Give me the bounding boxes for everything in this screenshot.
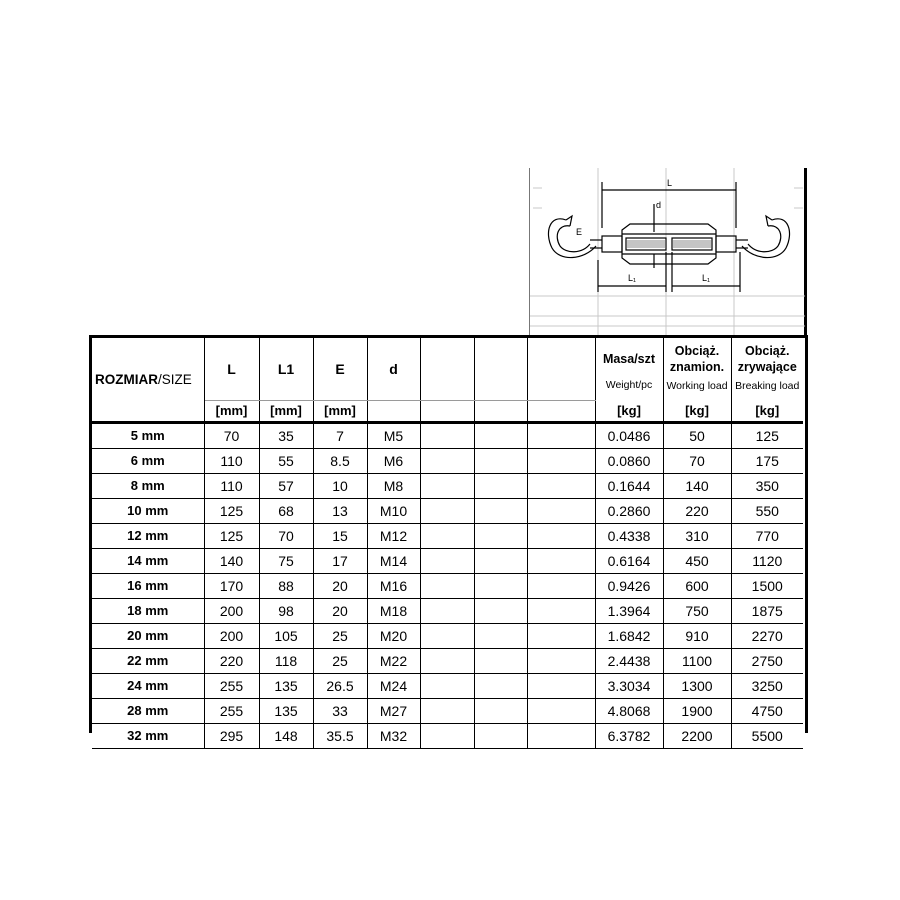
cell-d: M8	[367, 473, 420, 498]
cell-size: 20 mm	[92, 623, 204, 648]
cell-E: 10	[313, 473, 367, 498]
diagram-label-L1-left: L₁	[628, 273, 637, 283]
cell-empty	[527, 573, 595, 598]
cell-L: 200	[204, 623, 259, 648]
header-breaking-en: Breaking load	[735, 380, 800, 392]
cell-empty	[420, 623, 474, 648]
cell-breaking: 3250	[731, 673, 803, 698]
cell-size: 14 mm	[92, 548, 204, 573]
cell-E: 17	[313, 548, 367, 573]
cell-L1: 75	[259, 548, 313, 573]
cell-size: 16 mm	[92, 573, 204, 598]
cell-empty	[527, 648, 595, 673]
cell-E: 33	[313, 698, 367, 723]
cell-mass: 0.4338	[595, 523, 663, 548]
table-row	[92, 698, 803, 723]
unit-L1: [mm]	[259, 400, 313, 422]
cell-d: M22	[367, 648, 420, 673]
table-row	[92, 723, 803, 748]
cell-working: 910	[663, 623, 731, 648]
cell-working: 2200	[663, 723, 731, 748]
cell-working: 750	[663, 598, 731, 623]
cell-working: 70	[663, 448, 731, 473]
table-row	[92, 573, 803, 598]
header-mass-pl: Masa/szt	[602, 352, 656, 366]
cell-size: 24 mm	[92, 673, 204, 698]
header-working-line1: Obciąż.	[674, 344, 720, 358]
header-L1: L1	[259, 338, 313, 400]
cell-empty	[474, 573, 527, 598]
cell-working: 1300	[663, 673, 731, 698]
cell-d: M20	[367, 623, 420, 648]
table-row	[92, 523, 803, 548]
header-mass-en: Weight/pc	[605, 379, 653, 391]
cell-working: 600	[663, 573, 731, 598]
cell-size: 12 mm	[92, 523, 204, 548]
cell-L1: 148	[259, 723, 313, 748]
cell-mass: 1.3964	[595, 598, 663, 623]
cell-d: M12	[367, 523, 420, 548]
cell-size: 10 mm	[92, 498, 204, 523]
cell-empty	[420, 548, 474, 573]
cell-size: 32 mm	[92, 723, 204, 748]
cell-working: 140	[663, 473, 731, 498]
cell-d: M24	[367, 673, 420, 698]
cell-breaking: 5500	[731, 723, 803, 748]
cell-E: 26.5	[313, 673, 367, 698]
product-spec-table-frame	[89, 335, 808, 744]
cell-empty	[420, 523, 474, 548]
turnbuckle-drawing	[530, 168, 808, 336]
cell-empty	[474, 723, 527, 748]
cell-mass: 0.0860	[595, 448, 663, 473]
cell-empty	[420, 473, 474, 498]
cell-size: 5 mm	[92, 422, 204, 448]
cell-empty	[420, 598, 474, 623]
cell-E: 15	[313, 523, 367, 548]
cell-E: 25	[313, 648, 367, 673]
cell-empty	[527, 422, 595, 448]
cell-working: 1900	[663, 698, 731, 723]
cell-breaking: 350	[731, 473, 803, 498]
cell-empty	[420, 723, 474, 748]
cell-L1: 70	[259, 523, 313, 548]
size-header	[92, 338, 204, 422]
cell-E: 35.5	[313, 723, 367, 748]
header-working-en: Working load	[666, 380, 728, 392]
header-d: d	[367, 338, 420, 400]
cell-mass: 0.1644	[595, 473, 663, 498]
diagram-label-L: L	[667, 178, 673, 188]
cell-L: 255	[204, 673, 259, 698]
cell-empty	[527, 548, 595, 573]
cell-size: 6 mm	[92, 448, 204, 473]
cell-breaking: 175	[731, 448, 803, 473]
cell-mass: 6.3782	[595, 723, 663, 748]
cell-d: M18	[367, 598, 420, 623]
cell-empty	[527, 698, 595, 723]
cell-empty	[474, 598, 527, 623]
turnbuckle-diagram	[529, 168, 807, 336]
header-empty-3	[527, 338, 595, 400]
cell-d: M32	[367, 723, 420, 748]
cell-d: M14	[367, 548, 420, 573]
cell-breaking: 770	[731, 523, 803, 548]
cell-empty	[527, 623, 595, 648]
cell-working: 50	[663, 422, 731, 448]
cell-mass: 2.4438	[595, 648, 663, 673]
cell-empty	[527, 523, 595, 548]
cell-d: M5	[367, 422, 420, 448]
header-working-line2: znamion.	[669, 360, 725, 374]
cell-empty	[420, 448, 474, 473]
cell-L: 70	[204, 422, 259, 448]
unit-breaking: [kg]	[731, 400, 803, 422]
unit-L: [mm]	[204, 400, 259, 422]
cell-L: 255	[204, 698, 259, 723]
cell-d: M6	[367, 448, 420, 473]
cell-E: 7	[313, 422, 367, 448]
product-spec-table	[92, 338, 803, 749]
cell-L1: 98	[259, 598, 313, 623]
cell-breaking: 2750	[731, 648, 803, 673]
size-header-pl: ROZMIAR	[95, 371, 158, 387]
header-empty-2	[474, 338, 527, 400]
cell-empty	[420, 498, 474, 523]
cell-breaking: 550	[731, 498, 803, 523]
cell-empty	[474, 523, 527, 548]
cell-mass: 4.8068	[595, 698, 663, 723]
table-row	[92, 548, 803, 573]
cell-working: 310	[663, 523, 731, 548]
cell-size: 8 mm	[92, 473, 204, 498]
cell-mass: 0.9426	[595, 573, 663, 598]
table-row	[92, 498, 803, 523]
cell-empty	[420, 573, 474, 598]
cell-L1: 35	[259, 422, 313, 448]
cell-L: 200	[204, 598, 259, 623]
cell-mass: 0.0486	[595, 422, 663, 448]
cell-empty	[474, 473, 527, 498]
cell-empty	[474, 422, 527, 448]
cell-empty	[474, 498, 527, 523]
cell-L1: 88	[259, 573, 313, 598]
cell-empty	[527, 598, 595, 623]
cell-empty	[474, 648, 527, 673]
cell-L1: 135	[259, 698, 313, 723]
cell-L: 170	[204, 573, 259, 598]
cell-L1: 118	[259, 648, 313, 673]
table-row	[92, 448, 803, 473]
header-mass	[595, 338, 663, 400]
cell-breaking: 1120	[731, 548, 803, 573]
cell-L1: 55	[259, 448, 313, 473]
unit-empty-2	[474, 400, 527, 422]
cell-empty	[420, 698, 474, 723]
cell-L: 125	[204, 498, 259, 523]
size-header-en: /SIZE	[158, 371, 192, 387]
diagram-label-E: E	[576, 227, 583, 237]
cell-size: 18 mm	[92, 598, 204, 623]
cell-empty	[474, 548, 527, 573]
cell-working: 450	[663, 548, 731, 573]
unit-empty-3	[527, 400, 595, 422]
cell-breaking: 125	[731, 422, 803, 448]
header-empty-1	[420, 338, 474, 400]
table-row	[92, 673, 803, 698]
unit-empty-1	[420, 400, 474, 422]
cell-E: 25	[313, 623, 367, 648]
table-row	[92, 473, 803, 498]
cell-empty	[527, 498, 595, 523]
header-row	[92, 338, 803, 400]
header-breaking-line1: Obciąż.	[745, 344, 790, 358]
cell-empty	[527, 673, 595, 698]
cell-empty	[527, 723, 595, 748]
cell-breaking: 2270	[731, 623, 803, 648]
cell-L: 220	[204, 648, 259, 673]
header-L: L	[204, 338, 259, 400]
cell-E: 20	[313, 573, 367, 598]
cell-empty	[420, 422, 474, 448]
cell-working: 220	[663, 498, 731, 523]
cell-size: 28 mm	[92, 698, 204, 723]
cell-size: 22 mm	[92, 648, 204, 673]
table-row	[92, 422, 803, 448]
cell-d: M10	[367, 498, 420, 523]
unit-working: [kg]	[663, 400, 731, 422]
cell-mass: 0.2860	[595, 498, 663, 523]
cell-L1: 105	[259, 623, 313, 648]
unit-E: [mm]	[313, 400, 367, 422]
cell-empty	[474, 698, 527, 723]
cell-L1: 135	[259, 673, 313, 698]
cell-mass: 1.6842	[595, 623, 663, 648]
cell-mass: 0.6164	[595, 548, 663, 573]
cell-L1: 57	[259, 473, 313, 498]
cell-empty	[527, 448, 595, 473]
cell-empty	[527, 473, 595, 498]
cell-breaking: 4750	[731, 698, 803, 723]
cell-breaking: 1875	[731, 598, 803, 623]
cell-empty	[420, 673, 474, 698]
cell-empty	[474, 623, 527, 648]
table-row	[92, 648, 803, 673]
header-breaking-line2: zrywające	[737, 360, 797, 374]
data-rows	[92, 422, 803, 748]
table-row	[92, 598, 803, 623]
unit-d	[367, 400, 420, 422]
cell-E: 20	[313, 598, 367, 623]
cell-mass: 3.3034	[595, 673, 663, 698]
cell-E: 8.5	[313, 448, 367, 473]
cell-L: 110	[204, 473, 259, 498]
cell-L: 295	[204, 723, 259, 748]
unit-mass: [kg]	[595, 400, 663, 422]
cell-empty	[420, 648, 474, 673]
cell-L: 140	[204, 548, 259, 573]
header-working-load	[663, 338, 731, 400]
table-row	[92, 623, 803, 648]
cell-d: M27	[367, 698, 420, 723]
cell-L: 110	[204, 448, 259, 473]
cell-empty	[474, 448, 527, 473]
cell-E: 13	[313, 498, 367, 523]
diagram-label-d: d	[656, 200, 662, 210]
cell-d: M16	[367, 573, 420, 598]
cell-L1: 68	[259, 498, 313, 523]
header-breaking-load	[731, 338, 803, 400]
cell-working: 1100	[663, 648, 731, 673]
cell-empty	[474, 673, 527, 698]
cell-breaking: 1500	[731, 573, 803, 598]
cell-L: 125	[204, 523, 259, 548]
header-E: E	[313, 338, 367, 400]
diagram-label-L1-right: L₁	[702, 273, 711, 283]
